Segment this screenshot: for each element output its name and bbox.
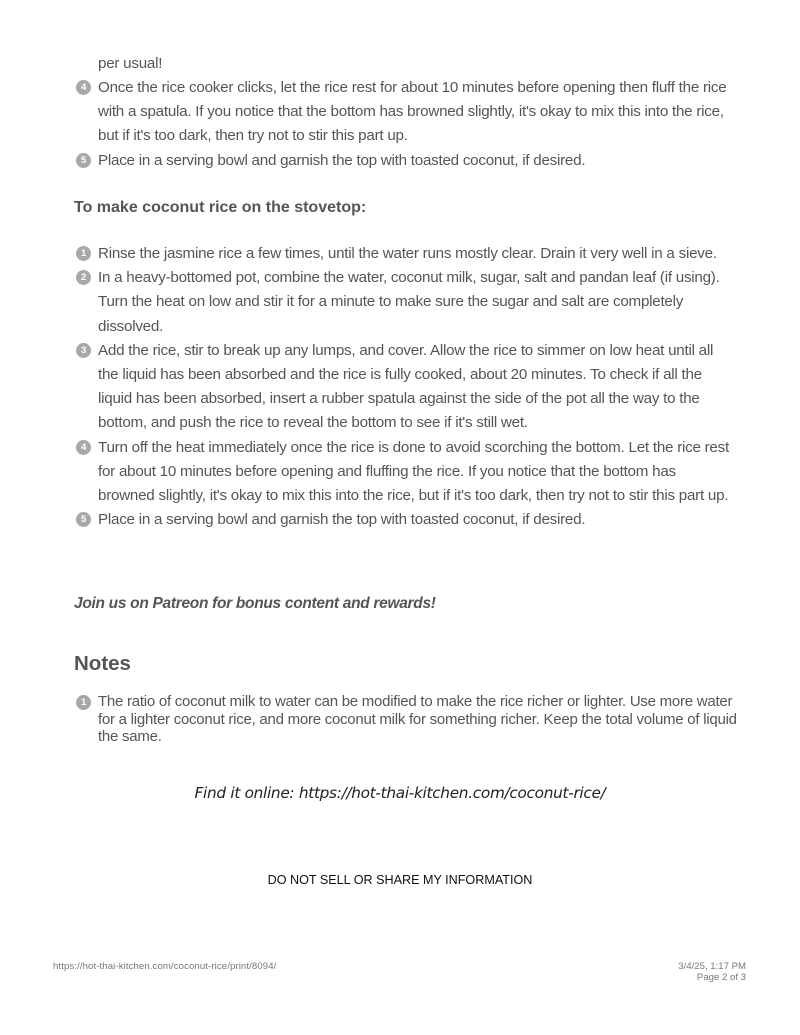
step-number-badge: 5 bbox=[76, 512, 91, 527]
instruction-step bbox=[74, 266, 734, 339]
stovetop-steps bbox=[74, 242, 734, 532]
instruction-step bbox=[74, 339, 734, 436]
step-number-badge: 5 bbox=[76, 153, 91, 168]
print-datetime: 3/4/25, 1:17 PM bbox=[678, 961, 746, 972]
stovetop-heading: To make coconut rice on the stovetop: bbox=[74, 199, 367, 216]
step-text: Once the rice cooker clicks, let the rice rest for about 10 minutes before opening then fluff the rice with a spatula. If you notice that the bottom has browned slightly, it's okay to mix this into the rice, but if it's too dark, then try not to stir this part up. bbox=[98, 79, 727, 145]
do-not-sell-link[interactable]: DO NOT SELL OR SHARE MY INFORMATION bbox=[267, 873, 533, 887]
instruction-step bbox=[74, 149, 734, 173]
instruction-step bbox=[74, 242, 734, 266]
step-number-badge: 4 bbox=[76, 80, 91, 95]
step-text: Place in a serving bowl and garnish the top with toasted coconut, if desired. bbox=[98, 511, 586, 529]
step-text: In a heavy-bottomed pot, combine the water, coconut milk, sugar, salt and pandan leaf (if using). Turn the heat on low and stir it for a minute to make sure the sugar and salt are completely dissolved. bbox=[98, 269, 720, 335]
step-number-badge: 3 bbox=[76, 343, 91, 358]
step-number-badge: 2 bbox=[76, 270, 91, 285]
note-item bbox=[74, 693, 738, 746]
instruction-step bbox=[74, 76, 734, 149]
step-text: Turn off the heat immediately once the rice is done to avoid scorching the bottom. Let the rice rest for about 10 minutes before opening and fluffing the rice. If you notice that the bottom has browned slightly, it's okay to mix this into the rice, but if it's too dark, then try not to stir this part up. bbox=[98, 438, 729, 505]
step-number-badge: 1 bbox=[76, 246, 91, 261]
instruction-step bbox=[74, 436, 734, 509]
find-it-online-link[interactable]: Find it online: https://hot-thai-kitchen.com/coconut-rice/ bbox=[194, 784, 606, 802]
page-number: Page 2 of 3 bbox=[696, 972, 746, 983]
note-text: The ratio of coconut milk to water can be modified to make the rice richer or lighter. Use more water for a lighter coconut rice, and more coconut milk for something richer. Keep the total volume of liquid the same. bbox=[98, 693, 737, 745]
patreon-link[interactable]: Join us on Patreon for bonus content and rewards! bbox=[74, 595, 436, 612]
rice-cooker-steps bbox=[74, 76, 734, 173]
step-text: Add the rice, stir to break up any lumps, and cover. Allow the rice to simmer on low heat until all the liquid has been absorbed and the rice is fully cooked, about 20 minutes. To check if all the liquid has been absorbed, insert a rubber spatula against the side of the pot all the way to the bottom, and push the rice to reveal the bottom to see if it's still wet. bbox=[98, 341, 714, 432]
step-continuation: per usual! bbox=[98, 55, 163, 72]
step-text: Place in a serving bowl and garnish the top with toasted coconut, if desired. bbox=[98, 151, 586, 169]
note-number-badge: 1 bbox=[76, 695, 91, 710]
notes-heading: Notes bbox=[74, 652, 131, 675]
print-footer-url: https://hot-thai-kitchen.com/coconut-rice/print/8094/ bbox=[53, 961, 277, 972]
print-footer-meta bbox=[678, 961, 746, 983]
step-number-badge: 4 bbox=[76, 440, 91, 455]
instruction-step bbox=[74, 508, 734, 532]
step-text: Rinse the jasmine rice a few times, until the water runs mostly clear. Drain it very well in a sieve. bbox=[98, 245, 717, 262]
